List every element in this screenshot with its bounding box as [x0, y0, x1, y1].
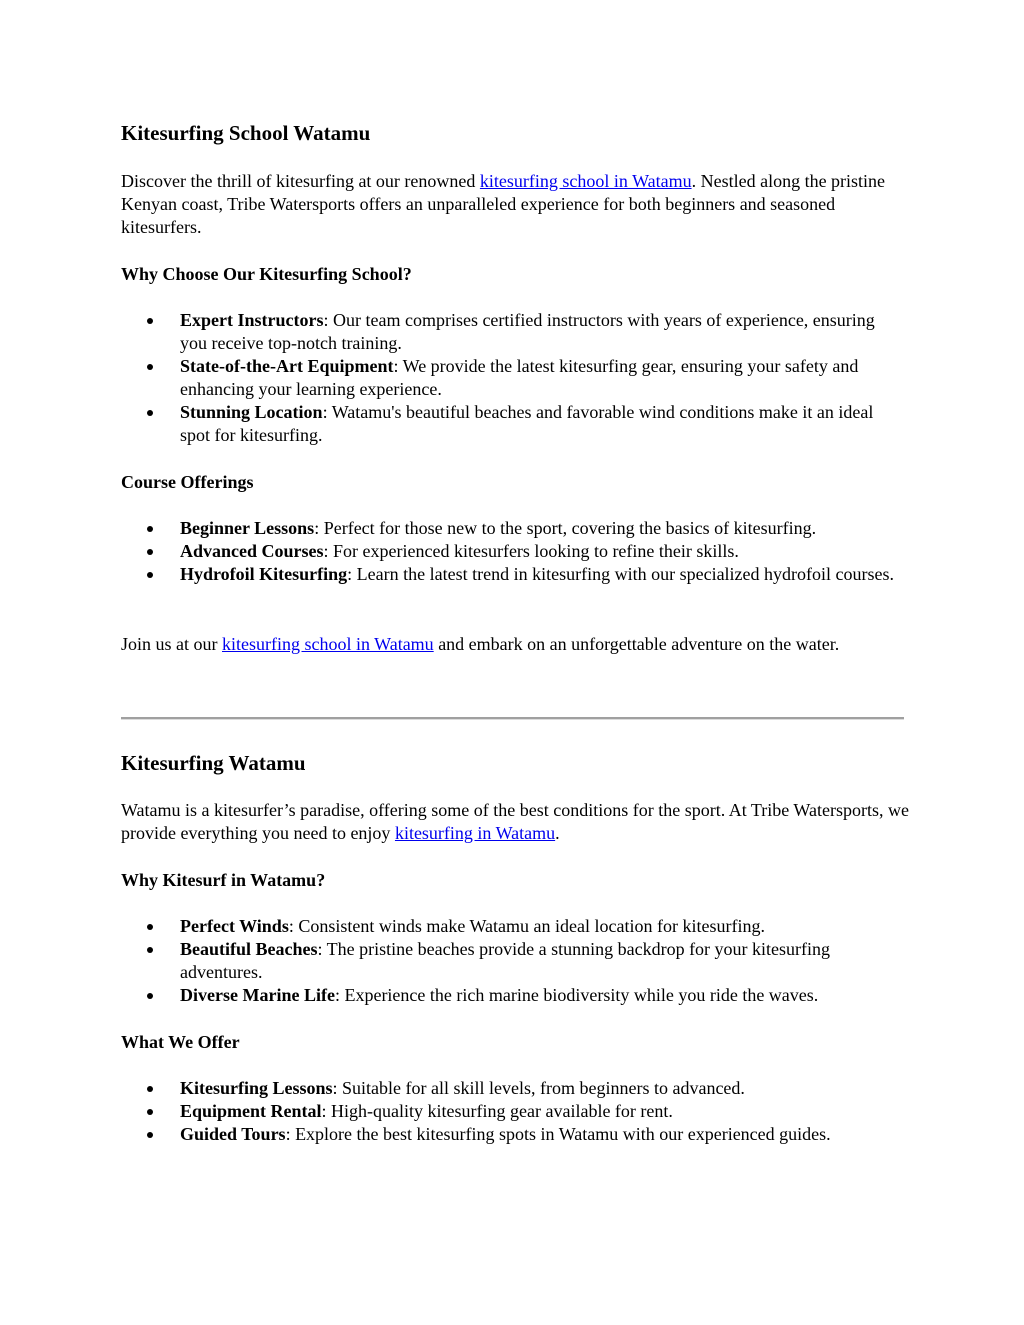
section2-title: Kitesurfing Watamu	[121, 751, 306, 775]
bullet-icon	[147, 947, 153, 953]
list-item: Equipment Rental: High-quality kitesurfing gear available for rent.	[121, 1100, 895, 1123]
bullet-icon	[147, 364, 153, 370]
course-offerings-heading: Course Offerings	[121, 472, 254, 492]
bullet-icon	[147, 549, 153, 555]
bullet-icon	[147, 993, 153, 999]
bullet-icon	[147, 526, 153, 532]
why-kitesurf-heading: Why Kitesurf in Watamu?	[121, 870, 326, 890]
bullet-icon	[147, 318, 153, 324]
list-item: Beautiful Beaches: The pristine beaches provide a stunning backdrop for your kitesurfing adventures.	[121, 938, 895, 984]
horizontal-divider	[121, 717, 904, 720]
kitesurfing-school-link[interactable]: kitesurfing school in Watamu	[479, 171, 692, 191]
why-choose-heading: Why Choose Our Kitesurfing School?	[121, 264, 412, 284]
section1-intro: Discover the thrill of kitesurfing at our renowned kitesurfing school in Watamu. Nestled along the pristine Kenyan coast, Tribe Watersports offers an unparalleled experience for both beginners and seasoned kitesurfers.	[121, 171, 886, 237]
list-item: Advanced Courses: For experienced kitesurfers looking to refine their skills.	[121, 540, 895, 563]
list-item: Perfect Winds: Consistent winds make Watamu an ideal location for kitesurfing.	[121, 915, 895, 938]
what-we-offer-list	[121, 1077, 911, 1146]
section2-intro: Watamu is a kitesurfer’s paradise, offering some of the best conditions for the sport. At Tribe Watersports, we provide everything you need to enjoy kitesurfing in Watamu.	[121, 800, 909, 843]
list-item: Stunning Location: Watamu's beautiful beaches and favorable wind conditions make it an ideal spot for kitesurfing.	[121, 401, 895, 447]
list-item: Hydrofoil Kitesurfing: Learn the latest trend in kitesurfing with our specialized hydrofoil courses.	[121, 563, 895, 586]
kitesurfing-watamu-link[interactable]: kitesurfing in Watamu	[394, 823, 556, 843]
bullet-icon	[147, 410, 153, 416]
course-offerings-list	[121, 517, 911, 586]
list-item: Diverse Marine Life: Experience the rich marine biodiversity while you ride the waves.	[121, 984, 895, 1007]
list-item: State-of-the-Art Equipment: We provide the latest kitesurfing gear, ensuring your safety and enhancing your learning experience.	[121, 355, 895, 401]
why-kitesurf-list	[121, 915, 911, 1007]
section1-title: Kitesurfing School Watamu	[121, 121, 371, 145]
bullet-icon	[147, 572, 153, 578]
bullet-icon	[147, 1132, 153, 1138]
bullet-icon	[147, 1086, 153, 1092]
list-item: Beginner Lessons: Perfect for those new to the sport, covering the basics of kitesurfing.	[121, 517, 895, 540]
section1-closing: Join us at our kitesurfing school in Watamu and embark on an unforgettable adventure on the water.	[121, 634, 840, 654]
list-item: Guided Tours: Explore the best kitesurfing spots in Watamu with our experienced guides.	[121, 1123, 895, 1146]
what-we-offer-heading: What We Offer	[121, 1032, 240, 1052]
bullet-icon	[147, 1109, 153, 1115]
list-item: Expert Instructors: Our team comprises certified instructors with years of experience, ensuring you receive top-notch training.	[121, 309, 895, 355]
bullet-icon	[147, 924, 153, 930]
list-item: Kitesurfing Lessons: Suitable for all skill levels, from beginners to advanced.	[121, 1077, 895, 1100]
why-choose-list	[121, 309, 911, 447]
kitesurfing-school-link-2[interactable]: kitesurfing school in Watamu	[222, 634, 434, 654]
